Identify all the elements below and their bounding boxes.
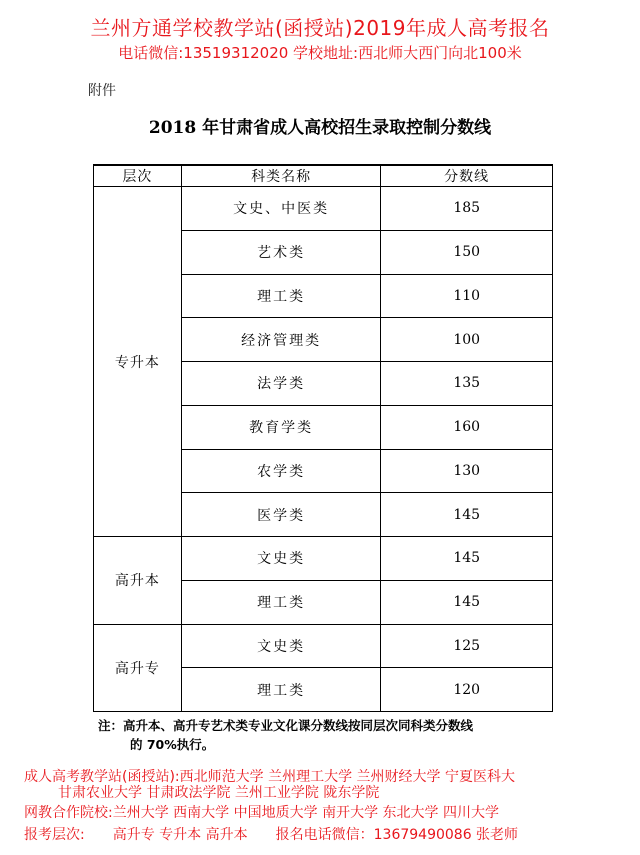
footer-line-1: 成人高考教学站(函授站):西北师范大学 兰州理工大学 兰州财经大学 宁夏医科大 bbox=[24, 769, 515, 785]
footer-contact: 报名电话微信：13679490086 张老师 bbox=[275, 827, 519, 843]
score-cell: 110 bbox=[381, 274, 553, 318]
subject-cell: 医学类 bbox=[181, 493, 381, 537]
score-cell: 145 bbox=[381, 493, 553, 537]
level-cell: 高升专 bbox=[94, 624, 182, 712]
subject-cell: 理工类 bbox=[181, 580, 381, 624]
score-cell: 120 bbox=[381, 668, 553, 712]
subject-cell: 理工类 bbox=[181, 274, 381, 318]
score-cell: 130 bbox=[381, 449, 553, 493]
table-row bbox=[94, 624, 553, 668]
table-row bbox=[94, 187, 553, 231]
table-row bbox=[94, 537, 553, 581]
subject-cell: 教育学类 bbox=[181, 405, 381, 449]
subject-cell: 理工类 bbox=[181, 668, 381, 712]
level-cell: 专升本 bbox=[94, 187, 182, 537]
subject-cell: 文史、中医类 bbox=[181, 187, 381, 231]
subject-cell: 艺术类 bbox=[181, 230, 381, 274]
header-line-1: 兰州方通学校教学站(函授站)2019年成人高考报名 bbox=[90, 16, 550, 40]
subject-cell: 法学类 bbox=[181, 362, 381, 406]
subject-cell: 文史类 bbox=[181, 624, 381, 668]
header-level: 层次 bbox=[94, 165, 182, 187]
score-cell: 160 bbox=[381, 405, 553, 449]
score-cell: 145 bbox=[381, 580, 553, 624]
header-score: 分数线 bbox=[381, 165, 553, 187]
score-cell: 185 bbox=[381, 187, 553, 231]
attachment-label: 附件 bbox=[88, 83, 116, 99]
level-cell: 高升本 bbox=[94, 537, 182, 625]
footnote bbox=[98, 716, 578, 754]
header-subject: 科类名称 bbox=[181, 165, 381, 187]
score-cell: 150 bbox=[381, 230, 553, 274]
footer-line-2: 甘肃农业大学 甘肃政法学院 兰州工业学院 陇东学院 bbox=[58, 785, 380, 801]
footer-line-3: 网教合作院校:兰州大学 西南大学 中国地质大学 南开大学 东北大学 四川大学 bbox=[24, 805, 499, 821]
footnote-line-2: 的 70%执行。 bbox=[130, 737, 215, 752]
subject-cell: 文史类 bbox=[181, 537, 381, 581]
score-cell: 135 bbox=[381, 362, 553, 406]
footnote-line-1: 注：高升本、高升专艺术类专业文化课分数线按同层次同科类分数线 bbox=[98, 718, 474, 733]
score-cell: 145 bbox=[381, 537, 553, 581]
score-cell: 125 bbox=[381, 624, 553, 668]
table-header-row bbox=[94, 165, 553, 187]
score-cell: 100 bbox=[381, 318, 553, 362]
header-line-2: 电话微信:13519312020 学校地址:西北师大西门向北100米 bbox=[118, 44, 522, 62]
score-table bbox=[93, 164, 553, 712]
subject-cell: 农学类 bbox=[181, 449, 381, 493]
page-title: 2018 年甘肃省成人高校招生录取控制分数线 bbox=[148, 118, 492, 138]
footer-levels: 高升专 专升本 高升本 bbox=[112, 827, 248, 843]
footer-levels-label: 报考层次: bbox=[24, 827, 85, 843]
footer-line-4 bbox=[24, 824, 518, 844]
subject-cell: 经济管理类 bbox=[181, 318, 381, 362]
